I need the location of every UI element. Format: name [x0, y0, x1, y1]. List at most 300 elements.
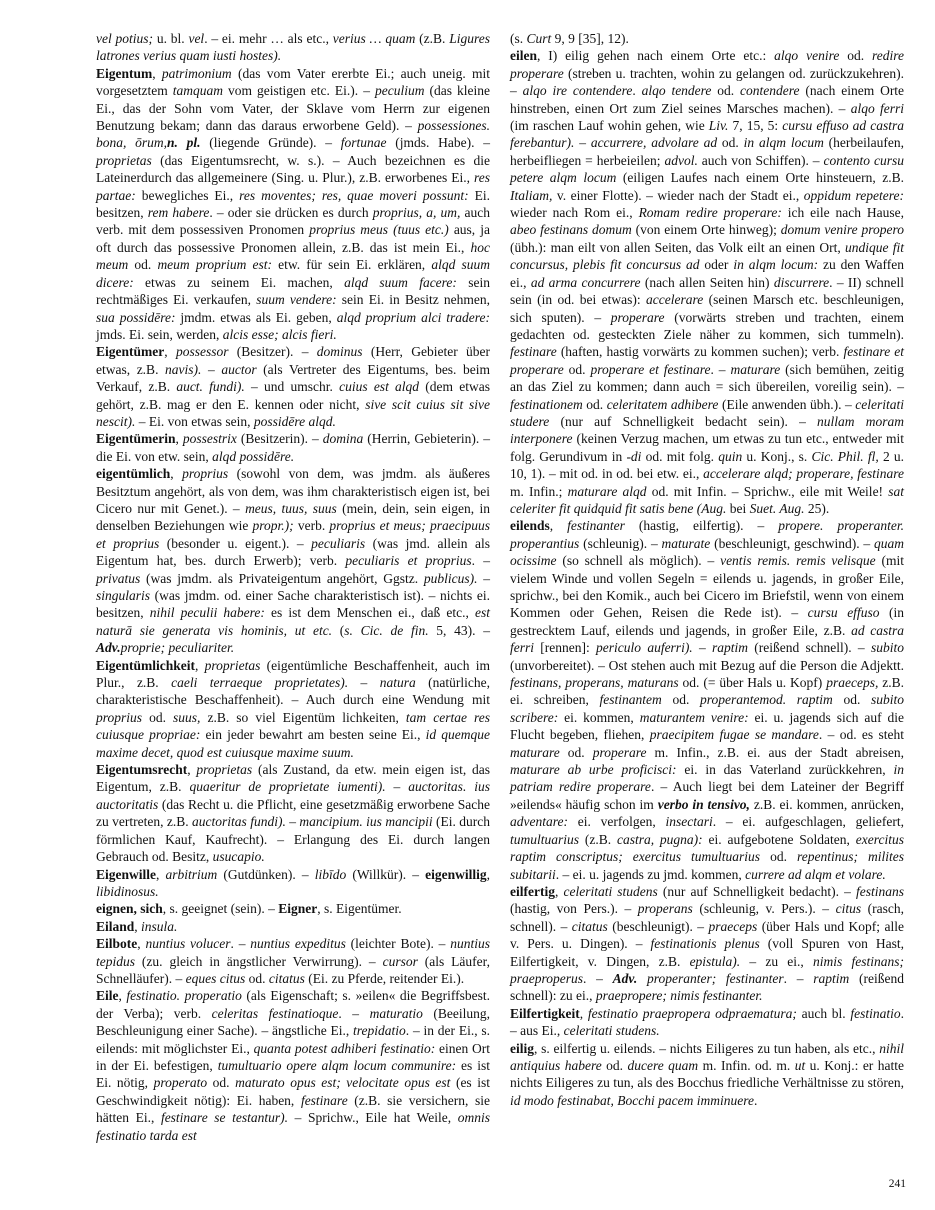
entry-text: (das Eigentumsrecht, w. s.). – Auch bezeichnen es die Lateinerdurch das allgemeinere (Sing. u. Plur.), z.B. erworbenes Ei.,	[96, 152, 490, 186]
entry-text: od.	[661, 692, 700, 708]
latin-term: celeritati studere	[510, 396, 905, 429]
entry-text: ,	[549, 518, 568, 534]
latin-term: castra, pugna):	[616, 831, 703, 847]
latin-term: omnis festinatio tarda est	[96, 1110, 490, 1143]
latin-term: maturare alqd	[567, 483, 647, 499]
entry-text: 7, 15, 5:	[728, 118, 783, 134]
headword: Eilbote	[96, 936, 138, 952]
entry-text: (sowohl von dem, was jmdm. als äußeres Besitztum angehört, als von dem, was ihm charakteristisch eigen ist, bei Cicero nur mit Genet.). –	[96, 466, 491, 516]
headword: Eigentum	[96, 65, 153, 81]
latin-term: alqo venire	[774, 48, 840, 64]
entry-text: [rennen]:	[534, 640, 597, 656]
headword: Eilfertigkeit	[510, 1005, 580, 1021]
latin-term: nihil antiquius habere	[510, 1040, 904, 1073]
headword: eilends	[510, 518, 550, 534]
entry-text: etw. für sein Ei. erklären,	[271, 257, 432, 273]
latin-term: alqo ferri	[850, 100, 904, 116]
latin-term: nimis festinans; praeproperus	[510, 953, 904, 986]
entry-text: od.	[563, 361, 591, 377]
entry-text: (Eile anwenden übh.). –	[718, 396, 856, 412]
latin-term: Romam redire properare:	[638, 205, 782, 221]
entry-text: ,	[175, 431, 183, 447]
entry-text: (schleunig, v. Pers.). –	[692, 901, 836, 917]
latin-term: tam certae res cuiusque propriae:	[96, 709, 491, 743]
latin-term: tumultuarius	[510, 831, 580, 847]
latin-term: arbitrium	[165, 866, 218, 882]
entry-text: (Besitzerin). –	[236, 431, 323, 447]
entry-text: m. Infin. od. m.	[698, 1057, 795, 1073]
left-column	[96, 30, 490, 1144]
latin-term: properanter; festinanter	[646, 970, 784, 986]
dictionary-entry	[96, 657, 490, 761]
entry-text: ei. verfolgen,	[567, 814, 666, 830]
latin-term: ducere quam	[627, 1057, 699, 1073]
latin-term: redire properare	[510, 48, 904, 81]
headword: Eigentümer	[96, 344, 165, 360]
latin-term: Suet. Aug.	[749, 500, 805, 516]
entry-text: ich eile nach Hause,	[781, 205, 905, 221]
entry-text: ein jeder bewahrt am besten seine Ei.,	[200, 727, 426, 743]
latin-term: Liv.	[708, 118, 729, 134]
entry-text: m. Infin.;	[510, 483, 568, 499]
entry-text: (reißend schnell). –	[748, 640, 871, 656]
dictionary-entry	[96, 430, 490, 465]
entry-text: od.	[128, 257, 158, 273]
latin-term: properare	[592, 744, 647, 760]
entry-text: ,	[187, 762, 197, 778]
entry-text: ,	[152, 65, 162, 81]
entry-text: ei. aufgebotene Soldaten,	[702, 831, 856, 847]
latin-term: meus, tuus, suus	[245, 500, 337, 516]
latin-term: propr.);	[252, 518, 294, 534]
entry-text: sein Ei. in Besitz nehmen,	[336, 292, 490, 308]
latin-term: maturare ab urbe proficisci:	[510, 762, 677, 778]
latin-term: advol.	[664, 152, 698, 168]
latin-term: domum venire propero	[780, 222, 904, 238]
latin-term: properantemod. raptim	[700, 692, 833, 708]
entry-text: . –	[583, 970, 613, 986]
entry-text: auch bl.	[796, 1005, 851, 1021]
entry-text: ,	[156, 866, 166, 882]
entry-text: ,	[170, 466, 183, 482]
entry-text: u. Konj.: er hatte nichts Eiligeres zu tun, als des Bocchus friedliche Verhältnisse zu stören,	[510, 1057, 904, 1091]
entry-text: . – oder sie drücken es durch	[209, 205, 373, 221]
entry-text: (s.	[510, 31, 527, 46]
latin-term: insectari	[665, 814, 713, 830]
dictionary-entry	[96, 343, 490, 430]
entry-text: –	[201, 361, 222, 377]
latin-term: nuntius expeditus	[250, 936, 346, 952]
latin-term: alqd possidēre.	[212, 448, 295, 464]
latin-term: natura	[379, 675, 416, 691]
latin-term: properato	[153, 1075, 208, 1091]
latin-term: contento cursu petere alqm locum	[510, 152, 904, 186]
entry-text: v. einer Flotte). – wieder nach der Stadt ei.,	[552, 187, 804, 203]
latin-term: tumultuario opere alqm locum communire:	[217, 1057, 457, 1073]
entry-text: (sich bemühen, zeitig an das Ziel zu kommen; dann auch = sich übereilen, voreilig sein). –	[510, 361, 905, 395]
latin-term: oppidum repetere:	[803, 187, 904, 203]
entry-text: – zu ei.,	[740, 953, 814, 969]
headword: eignen, sich	[96, 901, 163, 917]
latin-term: sive scit cuius sit sive nescit).	[96, 396, 490, 429]
entry-text: bewegliches Ei.,	[135, 187, 240, 203]
latin-term: periculo auferri).	[596, 640, 693, 656]
entry-text: (z.B.	[579, 831, 617, 847]
latin-term: alqd proprium alci tradere:	[336, 309, 490, 325]
entry-text: od.	[601, 1057, 628, 1073]
latin-term: maturare	[730, 361, 781, 377]
dictionary-entry	[96, 987, 490, 1144]
latin-term: tamquam	[172, 83, 223, 99]
entry-text: (herbeilaufen, herbeifliegen = herbeieilen;	[510, 135, 905, 168]
latin-term: abeo festinans domum	[510, 222, 632, 238]
latin-term: festinationis plenus	[650, 936, 760, 952]
entry-text: . –	[783, 970, 814, 986]
latin-term: alqd suum facere:	[344, 274, 457, 290]
latin-term: usucapio.	[212, 849, 265, 865]
entry-text: (unvorbereitet). – Ost stehen auch mit Bezug auf die Person die Adjektt.	[510, 657, 904, 673]
entry-text: (rasch, schnell). –	[510, 901, 905, 934]
latin-term: sua possidēre:	[96, 309, 176, 325]
latin-term: res moventes; res, quae moveri possunt:	[239, 187, 469, 203]
entry-text: (es ist Geschwindigkeit nötig): Ei. haben,	[96, 1075, 491, 1108]
latin-term: alqo ire contendere	[522, 83, 633, 99]
latin-term: subito scribere:	[510, 692, 905, 725]
latin-term: trepidatio	[353, 1023, 406, 1039]
entry-text: , s. geeignet (sein). –	[162, 901, 279, 917]
latin-term: ad castra ferri	[510, 622, 905, 656]
latin-term: proprius	[182, 466, 229, 482]
entry-text: –	[574, 135, 591, 151]
dictionary-entry	[510, 517, 904, 883]
emphasis: Adv.	[96, 640, 121, 656]
latin-term: quanta potest adhiberi festinatio:	[253, 1040, 436, 1056]
latin-term: praecipitem fugae se mandare	[649, 727, 819, 743]
entry-text: bei	[726, 500, 750, 516]
latin-term: peculiaris	[311, 535, 366, 551]
entry-text: od. mit Infin. – Sprichw., eile mit Weile!	[646, 483, 889, 499]
entry-text: (als Läufer, Schnelläufer). –	[96, 953, 490, 986]
entry-text: (haften, hastig vorwärts zu kommen suchen); verb.	[556, 344, 844, 360]
entry-text: ,	[137, 936, 146, 952]
entry-text: (eigentümliche Beschaffenheit, auch im Plur., z.B.	[96, 657, 491, 691]
entry-text: (vorwärts streben und trachten, einem gedachten od. gesteckten Ziele näher zu kommen, sich tummeln).	[510, 309, 904, 342]
latin-term: alqo tendere	[641, 83, 712, 99]
entry-text: u. bl.	[153, 31, 189, 46]
latin-term: celeritati studens	[563, 883, 658, 899]
entry-text: . – aus Ei.,	[510, 1005, 904, 1039]
entry-text: (nur auf Schnelligkeit bedacht sein). –	[549, 413, 818, 429]
page-number: 241	[888, 1178, 906, 1190]
entry-text: (hastig, von Pers.). –	[510, 901, 638, 917]
latin-term: cursu effuso ad castra ferebantur).	[510, 118, 904, 151]
entry-text: (jmds. Habe). –	[386, 135, 490, 151]
headword: eilen	[510, 48, 537, 64]
latin-term: est naturā sie generata vis hominis, ut etc.	[96, 605, 490, 638]
entry-text: ,	[486, 866, 491, 882]
headword: Eigentümerin	[96, 431, 176, 447]
entry-text: od.	[717, 135, 744, 151]
entry-text: – und umschr.	[244, 379, 340, 395]
latin-term: possidēre alqd.	[253, 413, 336, 429]
entry-text: (so schnell als möglich). –	[556, 553, 721, 569]
latin-term: libīdo	[314, 866, 347, 882]
entry-text: (das Recht u. die Pflicht, eine gesetzmäßig erworbene Sache zu vertreten, z.B.	[96, 796, 490, 830]
entry-text: wieder nach Rom ei.,	[510, 205, 639, 221]
latin-term: praeceps,	[826, 675, 879, 691]
entry-text: ei. in das Vaterland zurückkehren,	[676, 762, 894, 778]
latin-term: festinans	[856, 883, 905, 899]
entry-text: ,	[134, 918, 142, 934]
latin-term: quam ocissime	[510, 535, 904, 569]
latin-term: praeceps	[708, 918, 758, 934]
entry-text: (was jmdm. als Privateigentum angehört, Ggstz.	[140, 570, 424, 586]
latin-term: properans	[637, 901, 693, 917]
latin-term: citatus	[268, 970, 305, 986]
latin-term: discurrere	[773, 274, 830, 290]
entry-text: (leichter Bote). –	[345, 936, 451, 952]
dictionary-entry	[96, 465, 490, 656]
latin-term: maturatio	[369, 1005, 423, 1021]
latin-term: insula.	[141, 918, 178, 934]
entry-text: –	[385, 779, 409, 795]
latin-term: cursor	[382, 953, 418, 969]
dictionary-entry	[510, 883, 904, 1005]
entry-text: Ei. besitzen,	[96, 187, 490, 221]
headword: Eigentümlichkeit	[96, 657, 196, 673]
entry-text: – Sprichw., Eile hat Weile,	[288, 1110, 458, 1126]
entry-text: (	[332, 622, 345, 638]
entry-text: . – in der Ei., s. eilends: mit möglichster Ei.,	[96, 1023, 490, 1056]
entry-text: ,	[195, 657, 205, 673]
entry-text: , s. Eigentümer.	[317, 901, 402, 917]
latin-term: in alqm locum	[743, 135, 824, 151]
entry-text: auch verb. mit dem possessiven Pronomen	[96, 205, 491, 238]
headword: eilig	[510, 1040, 534, 1056]
entry-text: . –	[338, 1005, 370, 1021]
latin-term: festinatio praepropera odpraematura;	[587, 1005, 797, 1021]
entry-text: ,	[554, 883, 564, 899]
entry-text: –	[477, 570, 491, 586]
entry-text: (das vom Vater ererbte Ei.; auch uneig. mit vorgesetztem	[96, 65, 491, 99]
entry-text: (Herrin, Gebieterin). – die Ei. von etw. sein,	[96, 431, 490, 464]
latin-term: verius … quam	[332, 31, 416, 46]
latin-term: Italiam,	[510, 187, 553, 203]
latin-term: suus,	[173, 709, 201, 725]
entry-text: (das kleine Ei., das der Sohn vom Vater, der Sklave vom Herrn zur eigenen Benutzung bekam; dann das daraus erworbene Geld). –	[96, 83, 490, 134]
latin-term: festinatio. properatio	[126, 988, 242, 1004]
entry-text: od.	[760, 849, 797, 865]
entry-text: 9, 9 [35], 12).	[551, 31, 629, 46]
latin-term: celeritas festinatioque	[211, 1005, 339, 1021]
latin-term: proprius et meus; praecipuus et proprius	[96, 518, 490, 551]
entry-text: 5, 43). –	[428, 622, 490, 638]
latin-term: proprietas	[204, 657, 261, 673]
entry-text: (z.B.	[415, 31, 450, 46]
entry-text: , s. eilfertig u. eilends. – nichts Eiligeres zu tun haben, als etc.,	[534, 1040, 880, 1056]
latin-term: cursu effuso	[807, 605, 880, 621]
entry-text: od. (= über Hals u. Kopf)	[678, 675, 827, 691]
entry-text: od.	[839, 48, 872, 64]
latin-term: nuntius tepidus	[96, 936, 490, 969]
entry-text: etwas zu seinem Ei. machen,	[133, 274, 345, 290]
latin-term: maturare	[510, 744, 560, 760]
entry-text: 2 u. 10, 1). – mit od. in od. bei etw. ei.,	[510, 448, 905, 482]
entry-text: od.	[832, 692, 871, 708]
entry-text: vom geistigen etc. Ei.). –	[223, 83, 375, 99]
latin-term: proprie; peculiariter.	[120, 640, 235, 656]
latin-term: festinare et properare	[510, 344, 904, 377]
entry-text: od.	[711, 83, 741, 99]
latin-term: accelerare	[646, 292, 704, 308]
entry-text: – Ei. von etwas sein,	[135, 413, 254, 429]
entry-text: . –	[710, 361, 731, 377]
headword: Eigentumsrecht	[96, 762, 188, 778]
latin-term: festinare	[300, 1092, 348, 1108]
latin-term: quin	[718, 448, 743, 464]
latin-term: res partae:	[96, 170, 490, 203]
latin-term: -di	[626, 448, 642, 464]
latin-term: properare et festinare	[590, 361, 711, 377]
entry-text: (was jmdm. od. einer Sache charakteristisch ist). – nichts ei. besitzen,	[96, 588, 490, 621]
entry-text: aus, ja oft durch das possessive Pronomen allein, z.B. das ist mein Ei.,	[96, 222, 490, 255]
latin-term: festinans, properans, maturans	[510, 675, 679, 691]
entry-text: (als Vertreter des Eigentums, bes. beim Verkauf, z.B.	[96, 361, 491, 395]
entry-text: (streben u. trachten, wohin zu gelangen od. zurückzukehren). –	[510, 65, 904, 99]
entry-text: . – od. es steht	[818, 727, 904, 743]
latin-term: maturato opus est; velocitate opus est	[235, 1075, 451, 1091]
entry-text: (Gutdünken). –	[217, 866, 315, 882]
latin-term: libidinosus.	[96, 883, 159, 899]
latin-term: possestrix	[182, 431, 237, 447]
latin-term: ventis remis. remis velisque	[720, 553, 876, 569]
latin-term: citus	[835, 901, 862, 917]
latin-term: currere ad alqm et volare.	[745, 866, 886, 882]
latin-term: Curt	[526, 31, 552, 46]
entry-text: (eiligen Laufes nach einem Orte hinsteuern, z.B.	[616, 170, 904, 186]
dictionary-entry	[96, 30, 490, 65]
entry-text: . –	[230, 936, 251, 952]
entry-text: z.B. so viel Eigentüm lichkeiten,	[200, 709, 406, 725]
latin-term: propere. properanter. properantius	[510, 518, 905, 551]
entry-text: . –	[471, 553, 491, 569]
dictionary-entry	[510, 1040, 904, 1110]
dictionary-entry	[96, 900, 490, 917]
latin-term: nihil peculii habere:	[149, 605, 265, 621]
latin-term: festinare	[510, 344, 557, 360]
entry-text: . – Auch liegt bei dem Lateiner der Begriff »eilends« häufig schon im	[510, 779, 904, 812]
entry-text: (über Hals und Kopf; alle v. Pers. u. Dingen). –	[510, 918, 904, 952]
latin-term: alcis esse; alcis fieri.	[222, 326, 337, 342]
headword: eilfertig	[510, 883, 555, 899]
entry-text: (nach allen Seiten hin)	[640, 274, 774, 290]
latin-term: rem habere	[147, 205, 210, 221]
latin-term: privatus	[96, 570, 141, 586]
latin-term: raptim	[712, 640, 749, 656]
entry-text: (als Eigenschaft; s. »eilen« die Begriffsbest. der Verba); verb.	[96, 988, 491, 1021]
latin-term: nuntius volucer	[145, 936, 231, 952]
latin-term: cuius est alqd	[339, 379, 420, 395]
dictionary-entry	[96, 761, 490, 865]
entry-text: ei. u. jagends sich auf die Flucht begeben, fliehen,	[510, 709, 904, 743]
entry-text: –	[692, 640, 712, 656]
latin-term: adventare:	[510, 814, 568, 830]
dictionary-entry	[96, 65, 490, 344]
entry-text: (reißend schnell): zu ei.,	[510, 970, 904, 1004]
latin-term: festinatio	[850, 1005, 901, 1021]
latin-term: patrimonium	[161, 65, 232, 81]
latin-term: celeritati studens.	[563, 1023, 660, 1039]
entry-text: 25).	[804, 500, 830, 516]
latin-term: undique fit concursus, plebis fit concursus ad	[510, 239, 905, 273]
latin-term: singularis	[96, 588, 151, 603]
entry-text: (besonder u. eigent.). –	[159, 535, 312, 551]
entry-text: (natürliche, charakteristische Beschaffenheit). – Auch durch eine Wendung mit	[96, 675, 490, 708]
latin-term: festinantem	[599, 692, 662, 708]
entry-text: einen Ort in der Ei. befestigen,	[96, 1040, 490, 1073]
latin-term: navis).	[165, 361, 202, 377]
latin-term: proprius	[96, 709, 143, 725]
entry-text: (mein, dein, sein eigen, in denselben Beziehungen wie	[96, 500, 490, 534]
latin-term: domina	[322, 431, 364, 447]
latin-term: accelerare alqd; properare, festinare	[703, 466, 904, 482]
entry-text: ,	[579, 1005, 588, 1021]
entry-text: jmdm. etwas als Ei. geben,	[175, 309, 337, 325]
latin-term: caeli terraeque proprietates).	[171, 675, 349, 691]
entry-text: (von einem Orte hinweg);	[631, 222, 781, 238]
entry-text: (Besitzer). –	[228, 344, 317, 360]
entry-text: (nur auf Schnelligkeit bedacht). –	[657, 883, 856, 899]
dictionary-entry	[510, 47, 904, 517]
latin-term: meum proprium est:	[157, 257, 272, 273]
entry-text: . – ei. aufgeschlagen, geliefert,	[712, 814, 905, 830]
entry-text: (beschleunigt). –	[607, 918, 709, 934]
entry-text: od.	[582, 396, 607, 412]
latin-term: subito	[870, 640, 904, 656]
headword: Eiland	[96, 918, 135, 934]
entry-text: od.	[207, 1075, 236, 1091]
latin-term: exercitus raptim conscriptus; exercitus tumultuarius	[510, 831, 904, 865]
latin-term: festinare se testantur).	[160, 1110, 288, 1126]
latin-term: praepropere; nimis festinanter.	[595, 988, 763, 1004]
entry-text: .	[753, 1092, 758, 1108]
latin-term: citatus	[571, 918, 608, 934]
latin-term: s. Cic. de fin.	[344, 622, 429, 638]
entry-text: od. mit folg.	[641, 448, 719, 464]
entry-text: . – ei. mehr … als etc.,	[204, 31, 333, 46]
entry-text: z.B. ei. schreiben,	[510, 675, 905, 708]
right-column	[510, 30, 904, 1109]
latin-term: repentinus; milites subitarii	[510, 849, 904, 882]
entry-text: (nach einem Orte hinstreben, einen Ort zum Ziel seines Marsches machen). –	[510, 83, 905, 116]
latin-term: mancipium. ius mancipii	[299, 814, 433, 830]
dictionary-entry	[96, 935, 490, 987]
entry-text: ei. kommen,	[558, 709, 640, 725]
entry-text: (beschleunigt, geschwind). –	[710, 535, 874, 551]
latin-term: epistula).	[689, 953, 741, 969]
latin-term: suum vendere:	[256, 292, 337, 308]
headword: Eile	[96, 988, 119, 1004]
latin-term: sat celeriter fit quidquid fit satis bene (Aug.	[510, 483, 905, 516]
latin-term: possessiones. bona, ōrum,	[96, 118, 490, 151]
latin-term: festinanter	[567, 518, 625, 534]
entry-text: u. Konj., s.	[742, 448, 812, 464]
entry-text: jmds. Ei. sein, werden,	[96, 326, 223, 342]
latin-term: quaeritur de proprietate iumenti).	[189, 779, 386, 795]
entry-text: (voll Spuren von Hast, Eilfertigkeit, v. Dingen, z.B.	[510, 936, 904, 969]
headword: Eigner	[278, 901, 318, 917]
entry-text: auch von Schiffen). –	[697, 152, 824, 168]
